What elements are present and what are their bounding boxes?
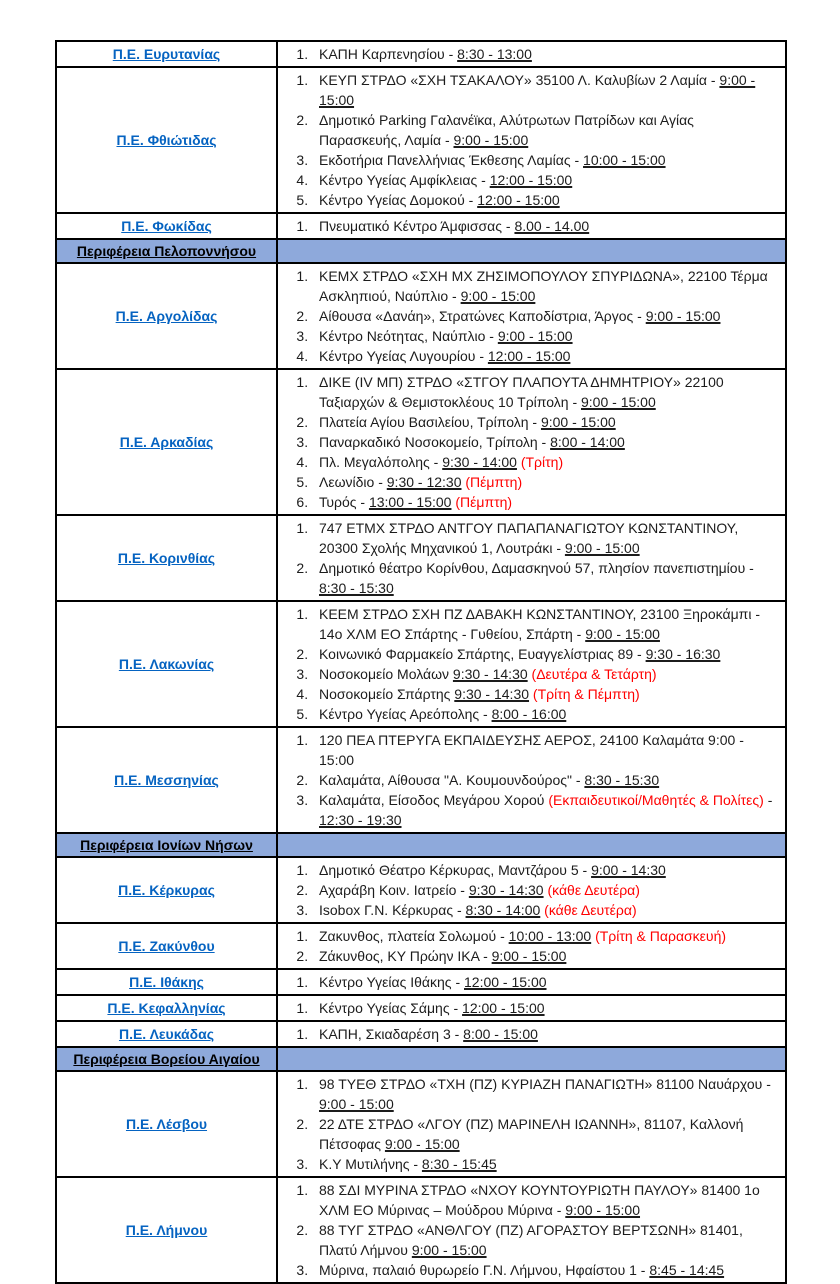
location-text: Κέντρο Νεότητας, Ναύπλιο - xyxy=(319,328,498,344)
region-link[interactable]: Π.Ε. Ιθάκης xyxy=(129,974,204,990)
region-row xyxy=(56,515,786,601)
location-item xyxy=(312,972,779,992)
location-list xyxy=(278,998,779,1018)
location-item xyxy=(312,70,779,110)
location-item xyxy=(312,412,779,432)
time-range: 12:00 - 15:00 xyxy=(489,172,573,188)
location-text: Μύρινα, παλαιό θυρωρείο Γ.Ν. Λήμνου, Ηφαίστου 1 - xyxy=(319,1262,650,1278)
location-list xyxy=(278,518,779,598)
location-text: Κέντρο Υγείας Δομοκού - xyxy=(319,192,478,208)
locations-cell xyxy=(277,1177,786,1283)
region-link[interactable]: Π.Ε. Μεσσηνίας xyxy=(114,772,219,788)
location-text: Αίθουσα «Δανάη», Στρατώνες Καποδίστρια, Άργος - xyxy=(319,308,646,324)
region-link[interactable]: Π.Ε. Λέσβου xyxy=(125,1116,208,1132)
schedule-note: (Πέμπτη) xyxy=(465,474,523,490)
time-range: 10:00 - 13:00 xyxy=(508,928,592,944)
location-item xyxy=(312,1260,779,1280)
region-row xyxy=(56,969,786,995)
region-row xyxy=(56,369,786,515)
time-range: 8:00 - 14:00 xyxy=(550,434,625,450)
region-link[interactable]: Π.Ε. Ευρυτανίας xyxy=(112,46,221,62)
time-range: 8:45 - 14:45 xyxy=(649,1262,725,1278)
locations-cell xyxy=(277,263,786,369)
schedule-note: (Τρίτη & Παρασκευή) xyxy=(595,928,727,944)
location-text: Κέντρο Υγείας Σάμης - xyxy=(319,1000,463,1016)
time-range: 8:30 - 15:30 xyxy=(319,580,394,596)
location-text: Παναρκαδικό Νοσοκομείο, Τρίπολη - xyxy=(319,434,551,450)
schedule-note: (Εκπαιδευτικοί/Μαθητές & Πολίτες) xyxy=(548,792,764,808)
region-name-cell xyxy=(56,1071,277,1177)
location-item xyxy=(312,372,779,412)
location-item xyxy=(312,926,779,946)
location-item xyxy=(312,190,779,210)
section-header-row xyxy=(56,239,786,263)
section-title: Περιφέρεια Πελοποννήσου xyxy=(76,243,257,259)
section-title-cell xyxy=(56,239,277,263)
time-range: 9:00 - 15:00 xyxy=(645,308,721,324)
time-range: 8:30 - 13:00 xyxy=(457,46,532,62)
region-row xyxy=(56,857,786,923)
region-row xyxy=(56,213,786,239)
location-text: Λεωνίδιο - xyxy=(319,474,387,490)
location-item xyxy=(312,472,779,492)
location-item xyxy=(312,518,779,558)
location-text: 88 ΣΔΙ ΜΥΡΙΝΑ ΣΤΡΔΟ «ΝΧΟΥ ΚΟΥΝΤΟΥΡΙΩΤΗ ΠΑΥΛΟΥ» 81400 1ο ΧΛΜ ΕΟ Μύρινας – Μούδρου Μύρινα - xyxy=(319,1182,760,1218)
location-item xyxy=(312,644,779,664)
section-fill-cell xyxy=(277,1047,786,1071)
location-item xyxy=(312,266,779,306)
location-list xyxy=(278,266,779,366)
location-text: Πλατεία Αγίου Βασιλείου, Τρίπολη - xyxy=(319,414,541,430)
location-item xyxy=(312,1220,779,1260)
section-header-row xyxy=(56,833,786,857)
region-row xyxy=(56,41,786,67)
location-list xyxy=(278,70,779,210)
location-text: 22 ΔΤΕ ΣΤΡΔΟ «ΛΓΟΥ (ΠΖ) ΜΑΡΙΝΕΛΗ ΙΩΑΝΝΗ», 81107, Καλλονή Πέτσοφας xyxy=(319,1116,744,1152)
location-item xyxy=(312,346,779,366)
location-text: Κέντρο Υγείας Αρεόπολης - xyxy=(319,706,492,722)
region-name-cell xyxy=(56,727,277,833)
locations-cell xyxy=(277,1071,786,1177)
location-item xyxy=(312,880,779,900)
region-row xyxy=(56,263,786,369)
region-name-cell xyxy=(56,213,277,239)
location-list xyxy=(278,1180,779,1280)
schedule-note: (Πέμπτη) xyxy=(455,494,513,510)
region-row xyxy=(56,601,786,727)
location-item xyxy=(312,1154,779,1174)
location-item xyxy=(312,452,779,472)
locations-cell xyxy=(277,727,786,833)
time-range: 12:00 - 15:00 xyxy=(464,974,547,990)
location-text: ΚΑΠΗ, Σκιαδαρέση 3 - xyxy=(319,1026,464,1042)
location-list xyxy=(278,1024,779,1044)
location-item xyxy=(312,664,779,684)
region-name-cell xyxy=(56,41,277,67)
location-text: Πνευματικό Κέντρο Άμφισσας - xyxy=(319,218,515,234)
location-item xyxy=(312,1114,779,1154)
location-text: Κ.Υ Μυτιλήνης - xyxy=(319,1156,422,1172)
region-name-cell xyxy=(56,67,277,213)
location-item xyxy=(312,770,779,790)
region-link[interactable]: Π.Ε. Κέρκυρας xyxy=(118,882,215,898)
time-range: 9:00 - 15:00 xyxy=(411,1242,487,1258)
location-text: Isobox Γ.Ν. Κέρκυρας - xyxy=(319,902,466,918)
location-item xyxy=(312,860,779,880)
section-fill-cell xyxy=(277,833,786,857)
region-row xyxy=(56,67,786,213)
location-text: 747 ΕΤΜΧ ΣΤΡΔΟ ΑΝΤΓΟΥ ΠΑΠΑΠΑΝΑΓΙΩΤΟΥ ΚΩΝΣΤΑΝΤΙΝΟΥ, 20300 Σχολής Μηχανικού 1, Λουτράκι - xyxy=(319,520,739,556)
locations-cell xyxy=(277,41,786,67)
location-text: Δημοτικό Θέατρο Κέρκυρας, Μαντζάρου 5 - xyxy=(319,862,592,878)
location-text: 120 ΠΕΑ ΠΤΕΡΥΓΑ ΕΚΠΑΙΔΕΥΣΗΣ ΑΕΡΟΣ, 24100 Καλαμάτα 9:00 - 15:00 xyxy=(319,732,744,768)
time-range: 12:00 - 15:00 xyxy=(477,192,560,208)
location-item xyxy=(312,44,779,64)
time-range: 9:00 - 15:00 xyxy=(460,288,536,304)
location-item xyxy=(312,730,779,770)
region-row xyxy=(56,995,786,1021)
region-name-cell xyxy=(56,857,277,923)
location-list xyxy=(278,926,779,966)
location-text: Ζάκυνθος, ΚΥ Πρώην ΙΚΑ - xyxy=(319,948,492,964)
time-range: 9:00 - 15:00 xyxy=(565,1202,641,1218)
time-range: 13:00 - 15:00 xyxy=(368,494,452,510)
time-range: 8.00 - 14.00 xyxy=(514,218,590,234)
time-range: 12:00 - 15:00 xyxy=(462,1000,545,1016)
location-item xyxy=(312,110,779,150)
time-range: 12:00 - 15:00 xyxy=(487,348,571,364)
time-range: 9:00 - 15:00 xyxy=(319,72,756,108)
time-range: 9:00 - 15:00 xyxy=(581,394,656,410)
locations-cell xyxy=(277,995,786,1021)
time-range: 8:00 - 16:00 xyxy=(491,706,567,722)
time-range: 9:30 - 12:30 xyxy=(386,474,462,490)
location-list xyxy=(278,44,779,64)
time-range: 10:00 - 15:00 xyxy=(583,152,666,168)
location-item xyxy=(312,170,779,190)
region-name-cell xyxy=(56,923,277,969)
location-text: Ζακυνθος, πλατεία Σολωμού - xyxy=(319,928,509,944)
location-item xyxy=(312,558,779,598)
region-name-cell xyxy=(56,601,277,727)
location-item xyxy=(312,306,779,326)
region-link[interactable]: Π.Ε. Λευκάδας xyxy=(118,1026,215,1042)
location-list xyxy=(278,604,779,724)
time-range: 9:30 - 14:30 xyxy=(452,666,528,682)
time-range: 9:00 - 15:00 xyxy=(585,626,660,642)
locations-cell xyxy=(277,601,786,727)
location-item xyxy=(312,1074,779,1114)
location-text: 98 ΤΥΕΘ ΣΤΡΔΟ «ΤΧΗ (ΠΖ) ΚΥΡΙΑΖΗ ΠΑΝΑΓΙΩΤΗ» 81100 Ναυάρχου - xyxy=(319,1076,771,1092)
time-range: 9:00 - 15:00 xyxy=(564,540,640,556)
time-range: 9:00 - 15:00 xyxy=(319,1096,394,1112)
location-list xyxy=(278,372,779,512)
time-range: 9:30 - 16:30 xyxy=(645,646,721,662)
location-text: Δημοτικό θέατρο Κορίνθου, Δαμασκηνού 57, πλησίον πανεπιστημίου - xyxy=(319,560,754,576)
location-text: Κέντρο Υγείας Λυγουρίου - xyxy=(319,348,488,364)
location-text: Δημοτικό Parking Γαλανέϊκα, Αλύτρωτων Πατρίδων και Αγίας Παρασκευής, Λαμία - xyxy=(319,112,694,148)
section-header-row xyxy=(56,1047,786,1071)
region-link[interactable]: Π.Ε. Αργολίδας xyxy=(115,308,218,324)
section-title-cell xyxy=(56,1047,277,1071)
location-item xyxy=(312,946,779,966)
location-text: ΚΕΜΧ ΣΤΡΔΟ «ΣΧΗ ΜΧ ΖΗΣΙΜΟΠΟΥΛΟΥ ΣΠΥΡΙΔΩΝΑ», 22100 Τέρμα Ασκληπιού, Ναύπλιο - xyxy=(319,268,768,304)
location-list xyxy=(278,216,779,236)
location-text: Εκδοτήρια Πανελλήνιας Έκθεσης Λαμίας - xyxy=(319,152,584,168)
region-name-cell xyxy=(56,1021,277,1047)
locations-cell xyxy=(277,923,786,969)
region-link[interactable]: Π.Ε. Αρκαδίας xyxy=(119,434,214,450)
time-range: 9:00 - 15:00 xyxy=(540,414,616,430)
location-item xyxy=(312,326,779,346)
schedule-note: (κάθε Δευτέρα) xyxy=(547,882,640,898)
location-list xyxy=(278,730,779,830)
region-name-cell xyxy=(56,263,277,369)
location-item xyxy=(312,492,779,512)
location-item xyxy=(312,1180,779,1220)
region-row xyxy=(56,1071,786,1177)
region-name-cell xyxy=(56,515,277,601)
time-range: 9:30 - 14:30 xyxy=(454,686,530,702)
time-range: 8:30 - 15:45 xyxy=(421,1156,497,1172)
region-row xyxy=(56,923,786,969)
region-name-cell xyxy=(56,1177,277,1283)
location-item xyxy=(312,150,779,170)
region-link[interactable]: Π.Ε. Κορινθίας xyxy=(117,550,216,566)
time-range: 9:30 - 14:00 xyxy=(442,454,517,470)
location-text: ΚΕΕΜ ΣΤΡΔΟ ΣΧΗ ΠΖ ΔΑΒΑΚΗ ΚΩΝΣΤΑΝΤΙΝΟΥ, 23100 Ξηροκάμπι - 14ο ΧΛΜ ΕΟ Σπάρτης - Γυθείου, Σπάρτη - xyxy=(319,606,760,642)
location-item xyxy=(312,432,779,452)
locations-cell xyxy=(277,67,786,213)
location-text: Αχαράβη Κοιν. Ιατρείο - xyxy=(319,882,469,898)
region-link[interactable]: Π.Ε. Λήμνου xyxy=(125,1222,208,1238)
region-name-cell xyxy=(56,969,277,995)
schedule-note: (Τρίτη & Πέμπτη) xyxy=(532,686,640,702)
location-text: ΚΑΠΗ Καρπενησίου - xyxy=(319,46,458,62)
location-text: - xyxy=(763,792,773,808)
region-link[interactable]: Π.Ε. Ζακύνθου xyxy=(118,938,215,954)
location-item xyxy=(312,216,779,236)
location-text: Καλαμάτα, Αίθουσα "Α. Κουμουνδούρος" - xyxy=(319,772,585,788)
time-range: 9:00 - 15:00 xyxy=(453,132,529,148)
region-row xyxy=(56,727,786,833)
location-item xyxy=(312,900,779,920)
location-text: Νοσοκομείο Μολάων xyxy=(319,666,453,682)
location-text: ΔΙΚΕ (IV ΜΠ) ΣΤΡΔΟ «ΣΤΓΟΥ ΠΛΑΠΟΥΤΑ ΔΗΜΗΤΡΙΟΥ» 22100 Ταξιαρχών & Θεμιστοκλέους 10 Τρίπολη - xyxy=(319,374,724,410)
locations-cell xyxy=(277,369,786,515)
location-text: Πλ. Μεγαλόπολης - xyxy=(319,454,443,470)
vaccination-schedule-table xyxy=(55,40,787,1284)
location-text: Καλαμάτα, Είσοδος Μεγάρου Χορού xyxy=(319,792,549,808)
location-list xyxy=(278,972,779,992)
location-text: ΚΕΥΠ ΣΤΡΔΟ «ΣΧΗ ΤΣΑΚΑΛΟΥ» 35100 Λ. Καλυβίων 2 Λαμία - xyxy=(319,72,720,88)
time-range: 9:00 - 15:00 xyxy=(491,948,567,964)
time-range: 9:00 - 15:00 xyxy=(384,1136,460,1152)
region-link[interactable]: Π.Ε. Φθιώτιδας xyxy=(116,132,217,148)
section-title: Περιφέρεια Βορείου Αιγαίου xyxy=(73,1051,260,1067)
location-list xyxy=(278,1074,779,1174)
schedule-note: (κάθε Δευτέρα) xyxy=(544,902,637,918)
locations-cell xyxy=(277,969,786,995)
time-range: 8:00 - 15:00 xyxy=(463,1026,538,1042)
time-range: 9:00 - 15:00 xyxy=(497,328,573,344)
section-fill-cell xyxy=(277,239,786,263)
location-text: Τυρός - xyxy=(319,494,369,510)
location-item xyxy=(312,684,779,704)
location-item xyxy=(312,604,779,644)
region-link[interactable]: Π.Ε. Κεφαλληνίας xyxy=(107,1000,226,1016)
locations-cell xyxy=(277,515,786,601)
locations-cell xyxy=(277,1021,786,1047)
location-item xyxy=(312,998,779,1018)
location-item xyxy=(312,1024,779,1044)
region-link[interactable]: Π.Ε. Λακωνίας xyxy=(118,656,215,672)
location-item xyxy=(312,704,779,724)
region-link[interactable]: Π.Ε. Φωκίδας xyxy=(121,218,212,234)
region-name-cell xyxy=(56,369,277,515)
time-range: 9:30 - 14:30 xyxy=(468,882,544,898)
schedule-note: (Δευτέρα & Τετάρτη) xyxy=(531,666,657,682)
locations-cell xyxy=(277,213,786,239)
schedule-table-body xyxy=(56,41,786,1283)
section-title-cell xyxy=(56,833,277,857)
time-range: 12:30 - 19:30 xyxy=(319,812,402,828)
region-row xyxy=(56,1021,786,1047)
region-row xyxy=(56,1177,786,1283)
region-name-cell xyxy=(56,995,277,1021)
section-title: Περιφέρεια Ιονίων Νήσων xyxy=(80,837,253,853)
time-range: 8:30 - 14:00 xyxy=(465,902,541,918)
location-list xyxy=(278,860,779,920)
time-range: 8:30 - 15:30 xyxy=(584,772,660,788)
locations-cell xyxy=(277,857,786,923)
schedule-note: (Τρίτη) xyxy=(520,454,564,470)
location-text: Κοινωνικό Φαρμακείο Σπάρτης, Ευαγγελίστριας 89 - xyxy=(319,646,646,662)
time-range: 9:00 - 14:30 xyxy=(591,862,666,878)
location-text: Κέντρο Υγείας Αμφίκλειας - xyxy=(319,172,490,188)
location-text: Κέντρο Υγείας Ιθάκης - xyxy=(319,974,464,990)
location-text: 88 ΤΥΓ ΣΤΡΔΟ «ΑΝΘΛΓΟΥ (ΠΖ) ΑΓΟΡΑΣΤΟΥ ΒΕΡΤΣΩΝΗ» 81401, Πλατύ Λήμνου xyxy=(319,1222,743,1258)
location-item xyxy=(312,790,779,830)
location-text: Νοσοκομείο Σπάρτης xyxy=(319,686,455,702)
